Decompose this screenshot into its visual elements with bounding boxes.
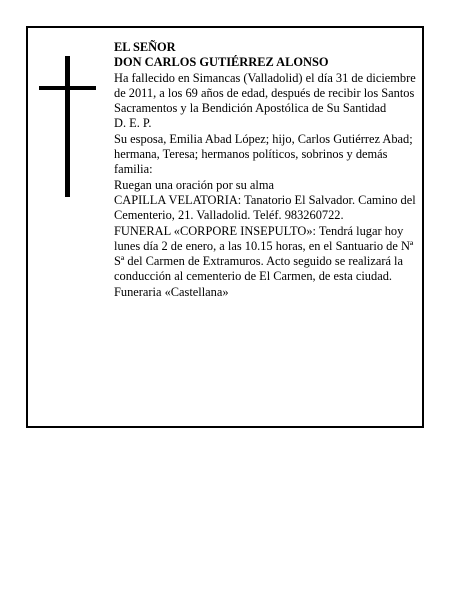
cross-icon [28,28,108,208]
deceased-title: EL SEÑOR [114,40,176,54]
wake-location: CAPILLA VELATORIA: Tanatorio El Salvador. Camino del Cementerio, 21. Valladolid. Teléf. 983260722. [114,192,416,223]
rest-in-peace: D. E. P. [114,116,152,131]
death-announcement: Ha fallecido en Simancas (Valladolid) el día 31 de diciembre de 2011, a los 69 años de edad, después de recibir los Santos Sacramentos y la Bendición Apostólica de Su Santidad [114,70,416,116]
cross-vertical-bar [65,56,70,197]
obituary-notice [26,26,424,428]
family-members: Su esposa, Emilia Abad López; hijo, Carlos Gutiérrez Abad; hermana, Teresa; hermanos políticos, sobrinos y demás familia: [114,131,413,177]
funeral-home: Funeraria «Castellana» [114,284,229,299]
notice-text [114,40,418,300]
funeral-details: FUNERAL «CORPORE INSEPULTO»: Tendrá lugar hoy lunes día 2 de enero, a las 10.15 horas, en el Santuario de Nª Sª del Carmen de Extramuros. Acto seguido se realizará la conducción al cementerio de El Carmen, de esta ciudad. [114,223,414,284]
prayer-request: Ruegan una oración por su alma [114,177,274,192]
deceased-name: DON CARLOS GUTIÉRREZ ALONSO [114,55,329,70]
cross-horizontal-bar [39,86,96,90]
